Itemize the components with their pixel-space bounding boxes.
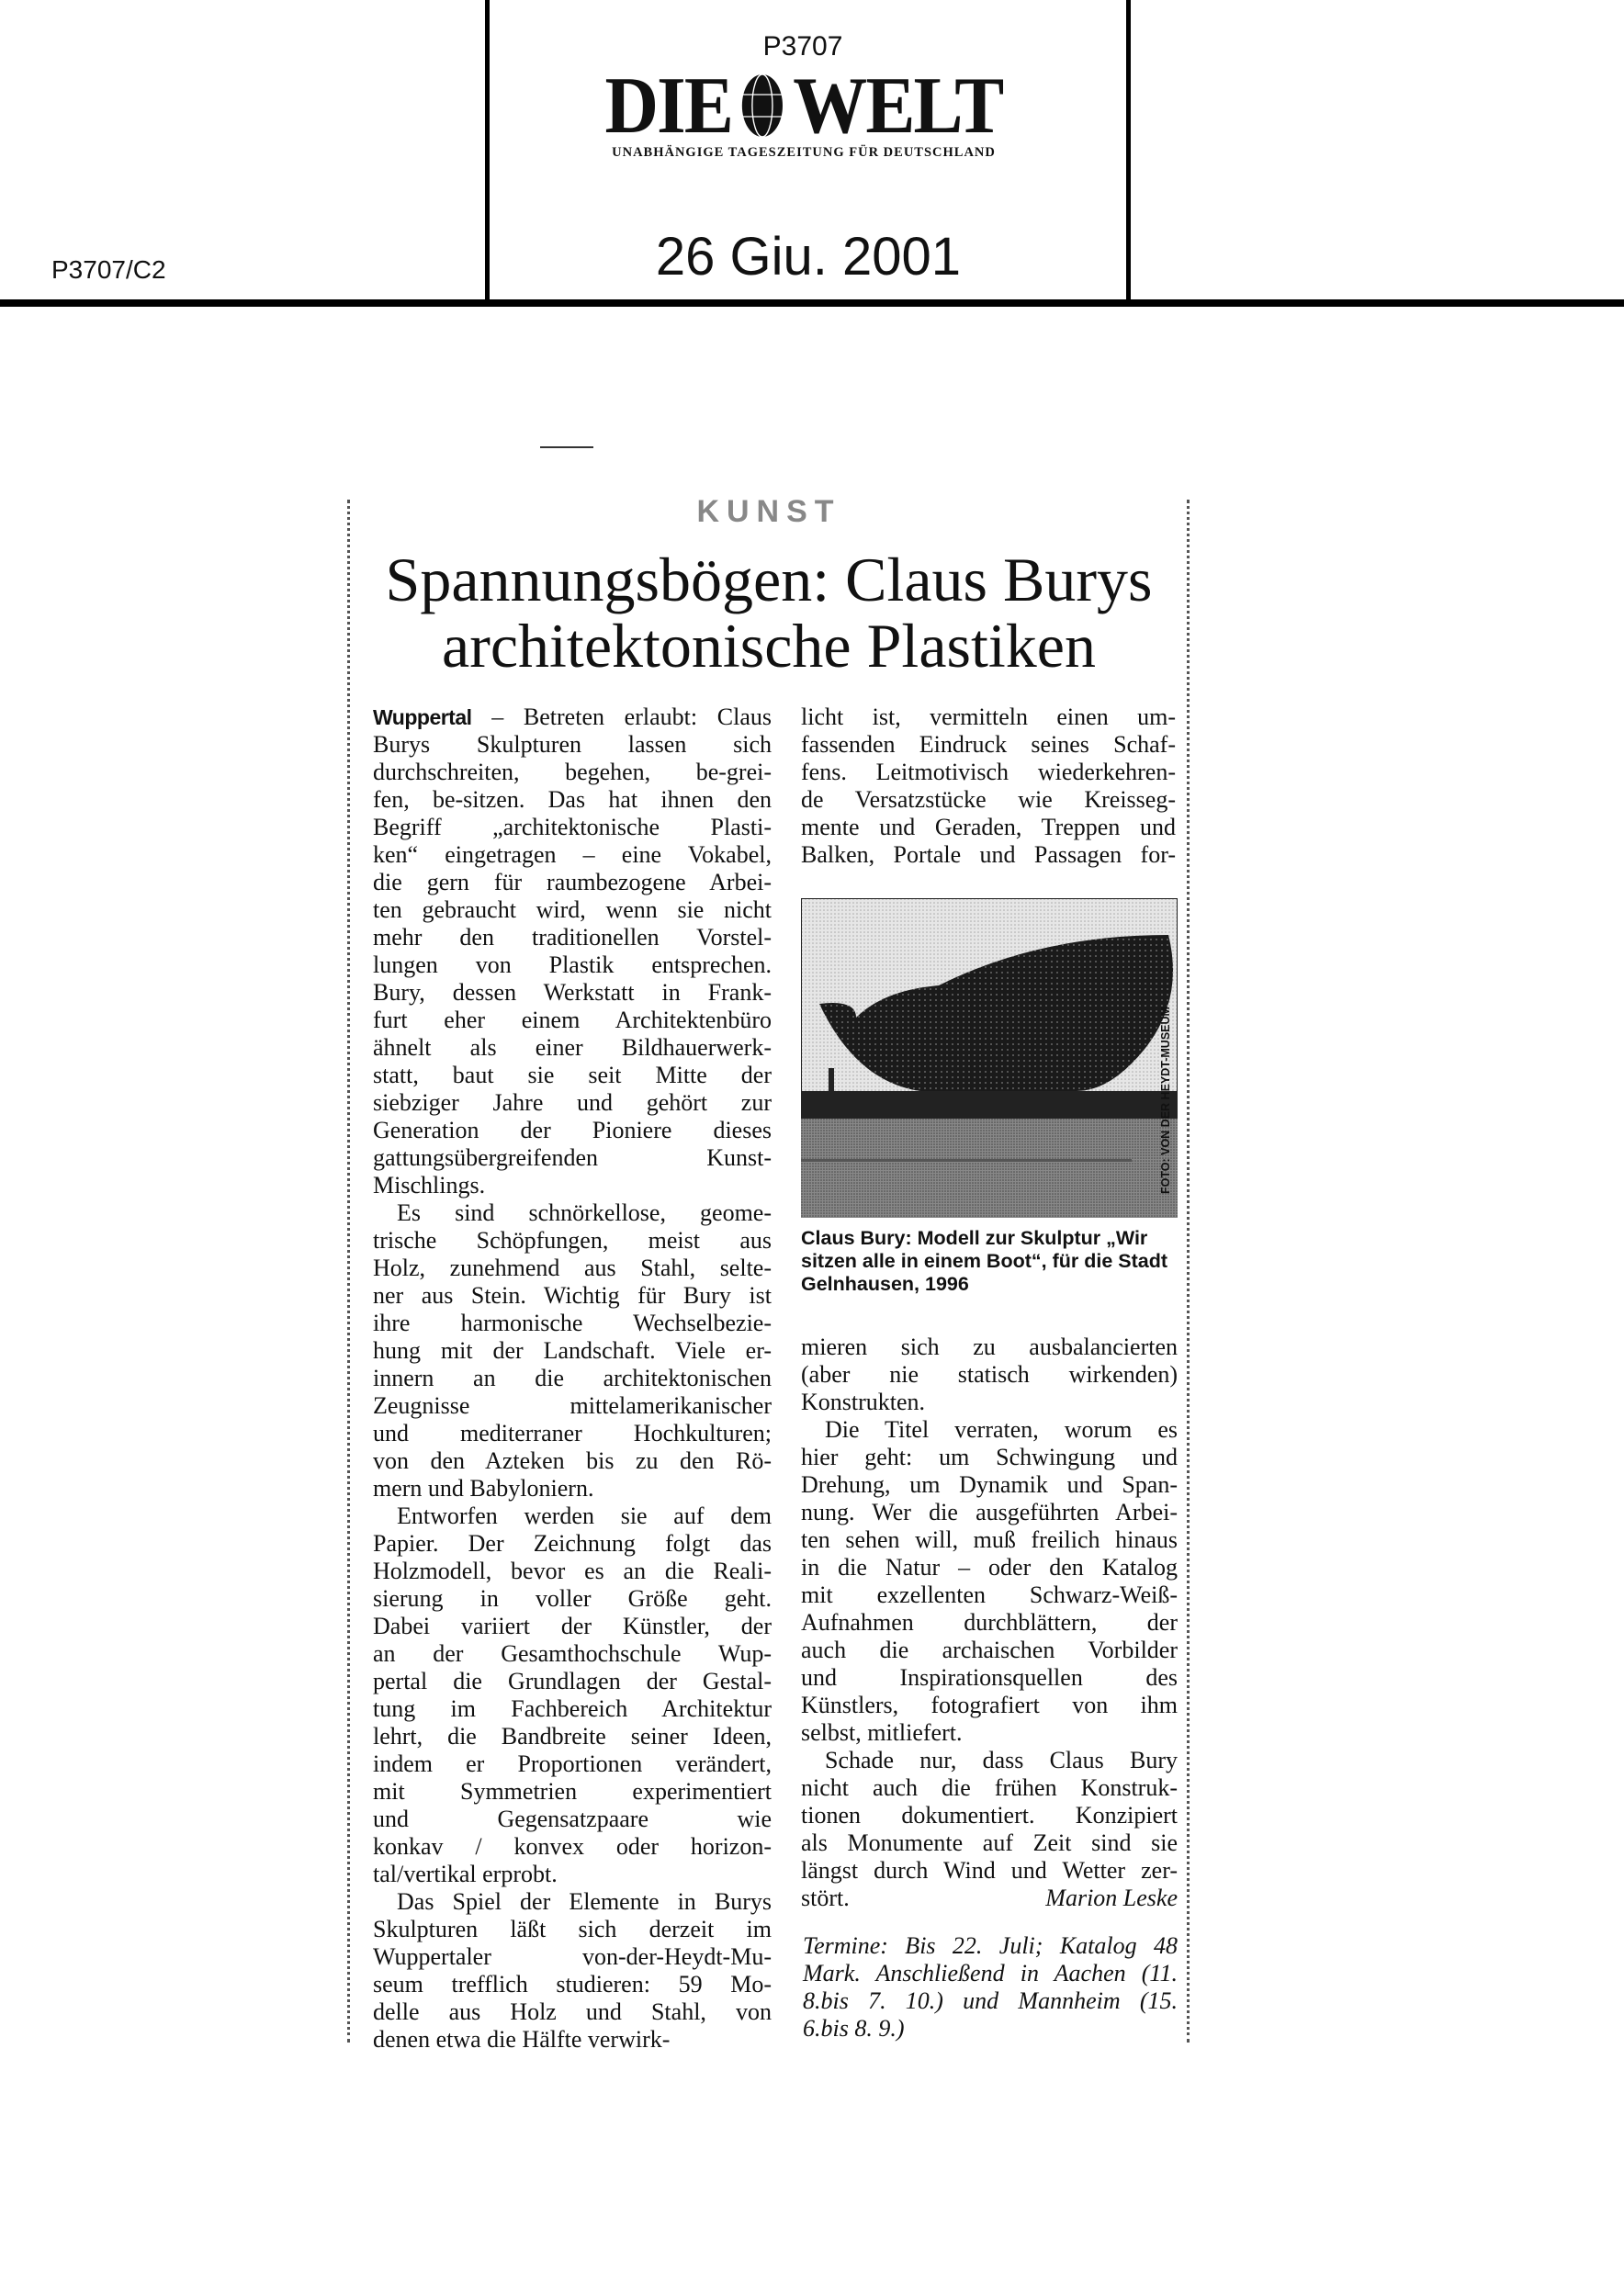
text-line: seum trefflich studieren: 59 Mo- [373, 1971, 772, 1998]
text-line: trische Schöpfungen, meist aus [373, 1227, 772, 1254]
text-line: (aber nie statisch wirkenden) [801, 1361, 1178, 1388]
text-line: innern an die architektonischen [373, 1365, 772, 1391]
text-line: Termine: Bis 22. Juli; Katalog 48 [803, 1932, 1178, 1959]
text-line: ten sehen will, muß freilich hinaus [801, 1526, 1178, 1553]
text-line: 8.bis 7. 10.) und Mannheim (15. [803, 1987, 1178, 2014]
text-line: Das Spiel der Elemente in Burys [397, 1888, 772, 1915]
archive-code: P3707 [762, 31, 843, 62]
text-line: Aufnahmen durchblättern, der [801, 1609, 1178, 1636]
photo-caption: Claus Bury: Modell zur Skulptur „Wir sitzen alle in einem Boot“, für die Stadt Gelnhausen, 1996 [801, 1227, 1167, 1295]
text-line: die gern für raumbezogene Arbei- [373, 869, 772, 895]
text-line: mente und Geraden, Treppen und [801, 814, 1176, 840]
text-line: Zeugnisse mittelamerikanischer [373, 1392, 772, 1419]
text-line: mit exzellenten Schwarz-Weiß- [801, 1581, 1178, 1608]
text-line: durchschreiten, begehen, be-grei- [373, 759, 772, 785]
text-line: mit Symmetrien experimentiert [373, 1778, 772, 1805]
text-line: denen etwa die Hälfte verwirk- [373, 2026, 671, 2053]
article-column-2-bottom [801, 1334, 1178, 1912]
text-line: Mischlings. [373, 1172, 486, 1199]
text-line: als Monumente auf Zeit sind sie [801, 1829, 1178, 1856]
text-line: lehrt, die Bandbreite seiner Ideen, [373, 1723, 772, 1750]
text-line: furt eher einem Architektenbüro [373, 1007, 772, 1033]
dateline: Wuppertal [373, 705, 472, 729]
text-line: an der Gesamthochschule Wup- [373, 1640, 772, 1667]
text-line: Konstrukten. [801, 1389, 926, 1415]
text-line: Bury, dessen Werkstatt in Frank- [373, 979, 772, 1006]
text-line: auch die archaischen Vorbilder [801, 1637, 1178, 1663]
clip-border-left [347, 500, 350, 2043]
text-line: Holz, zunehmend aus Stahl, selte- [373, 1255, 772, 1281]
text-line: fen, be-sitzen. Das hat ihnen den [373, 786, 772, 813]
section-label: KUNST [696, 494, 841, 529]
text-line: mehr den traditionellen Vorstel- [373, 924, 772, 951]
text-line: fens. Leitmotivisch wiederkehren- [801, 759, 1176, 785]
text-line: statt, baut sie seit Mitte der [373, 1062, 772, 1088]
newspaper-logo [597, 61, 1011, 151]
text-line: indem er Proportionen verändert, [373, 1750, 772, 1777]
text-line: Drehung, um Dynamik und Span- [801, 1471, 1178, 1498]
text-line: Balken, Portale und Passagen for- [801, 841, 1176, 868]
text-line [801, 1885, 1178, 1912]
date-stamp: 26 Giu. 2001 [655, 227, 962, 287]
clip-border-right [1187, 500, 1190, 2043]
text-line: tal/vertikal erprobt. [373, 1861, 558, 1887]
text-line: 6.bis 8. 9.) [803, 2015, 905, 2042]
photo-credit: FOTO: VON DER HEYDT-MUSEUM [1159, 1007, 1172, 1194]
logo-text-welt: WELT [793, 61, 1003, 151]
text-line: licht ist, vermitteln einen um- [801, 703, 1176, 730]
article-column-1 [373, 703, 772, 2054]
text-line [373, 703, 772, 731]
text-line: Generation der Pioniere dieses [373, 1117, 772, 1143]
text-line: hung mit der Landschaft. Viele er- [373, 1337, 772, 1364]
text-line: nung. Wer die ausgeführten Arbei- [801, 1499, 1178, 1525]
text-line: Entworfen werden sie auf dem [397, 1503, 772, 1529]
text-line: delle aus Holz und Stahl, von [373, 1998, 772, 2025]
text-line: und Inspirationsquellen des [801, 1664, 1178, 1691]
text-line: Schade nur, dass Claus Bury [825, 1747, 1178, 1773]
text-line: ähnelt als einer Bildhauerwerk- [373, 1034, 772, 1061]
text-line: längst durch Wind und Wetter zer- [801, 1857, 1178, 1884]
text-line: Die Titel verraten, worum es [825, 1416, 1178, 1443]
logo-text-die: DIE [604, 61, 733, 151]
exhibition-info [803, 1932, 1178, 2043]
text-line: ten gebraucht wird, wenn sie nicht [373, 896, 772, 923]
text-line: de Versatzstücke wie Kreisseg- [801, 786, 1176, 813]
text-line: hier geht: um Schwingung und [801, 1444, 1178, 1470]
newspaper-tagline: UNABHÄNGIGE TAGESZEITUNG FÜR DEUTSCHLAND [612, 145, 996, 160]
sculpture-photo [801, 898, 1178, 1218]
archive-code-left: P3707/C2 [51, 255, 166, 284]
text-line: ihre harmonische Wechselbezie- [373, 1310, 772, 1336]
text-line: selbst, mitliefert. [801, 1719, 963, 1746]
text-line: Begriff „architektonische Plasti- [373, 814, 772, 840]
text-line: konkav / konvex oder horizon- [373, 1833, 772, 1860]
text-line: mieren sich zu ausbalancierten [801, 1334, 1178, 1360]
text-line: Es sind schnörkellose, geome- [397, 1199, 772, 1226]
clip-mark [540, 446, 593, 448]
text-line: ner aus Stein. Wichtig für Bury ist [373, 1282, 772, 1309]
text-line: und mediterraner Hochkulturen; [373, 1420, 772, 1446]
text-line: Holzmodell, bevor es an die Reali- [373, 1558, 772, 1584]
article-column-2-top [801, 703, 1176, 869]
header-rule [0, 299, 1624, 307]
text-line: ken“ eingetragen – eine Vokabel, [373, 841, 772, 868]
text-line: pertal die Grundlagen der Gestal- [373, 1668, 772, 1694]
text-line: Papier. Der Zeichnung folgt das [373, 1530, 772, 1557]
text-span: – Betreten erlaubt: Claus [471, 703, 772, 730]
text-line: mern und Babyloniern. [373, 1475, 594, 1502]
text-line: Wuppertaler von-der-Heydt-Mu- [373, 1943, 772, 1970]
text-line: siebziger Jahre und gehört zur [373, 1089, 772, 1116]
text-line: Burys Skulpturen lassen sich [373, 731, 772, 758]
globe-icon [740, 73, 784, 139]
text-line: fassenden Eindruck seines Schaf- [801, 731, 1176, 758]
text-line: Skulpturen läßt sich derzeit im [373, 1916, 772, 1942]
text-line: und Gegensatzpaare wie [373, 1806, 772, 1832]
text-line: lungen von Plastik entsprechen. [373, 951, 772, 978]
text-line: nicht auch die frühen Konstruk- [801, 1774, 1178, 1801]
text-line: von den Azteken bis zu den Rö- [373, 1447, 772, 1474]
text-line: Künstlers, fotografiert von ihm [801, 1692, 1178, 1718]
text-line: sierung in voller Größe geht. [373, 1585, 772, 1612]
text-line: in die Natur – oder den Katalog [801, 1554, 1178, 1581]
text-span: stört. [801, 1885, 850, 1911]
author-byline: Marion Leske [1045, 1885, 1178, 1911]
headline-line-2: architektonische Plastiken [442, 611, 1096, 681]
headline-line-1: Spannungsbögen: Claus Burys [385, 545, 1153, 614]
text-line: Dabei variiert der Künstler, der [373, 1613, 772, 1639]
text-line: tionen dokumentiert. Konzipiert [801, 1802, 1178, 1829]
text-line: Mark. Anschließend in Aachen (11. [803, 1960, 1178, 1986]
text-line: tung im Fachbereich Architektur [373, 1695, 772, 1722]
text-line: gattungsübergreifenden Kunst- [373, 1144, 772, 1171]
